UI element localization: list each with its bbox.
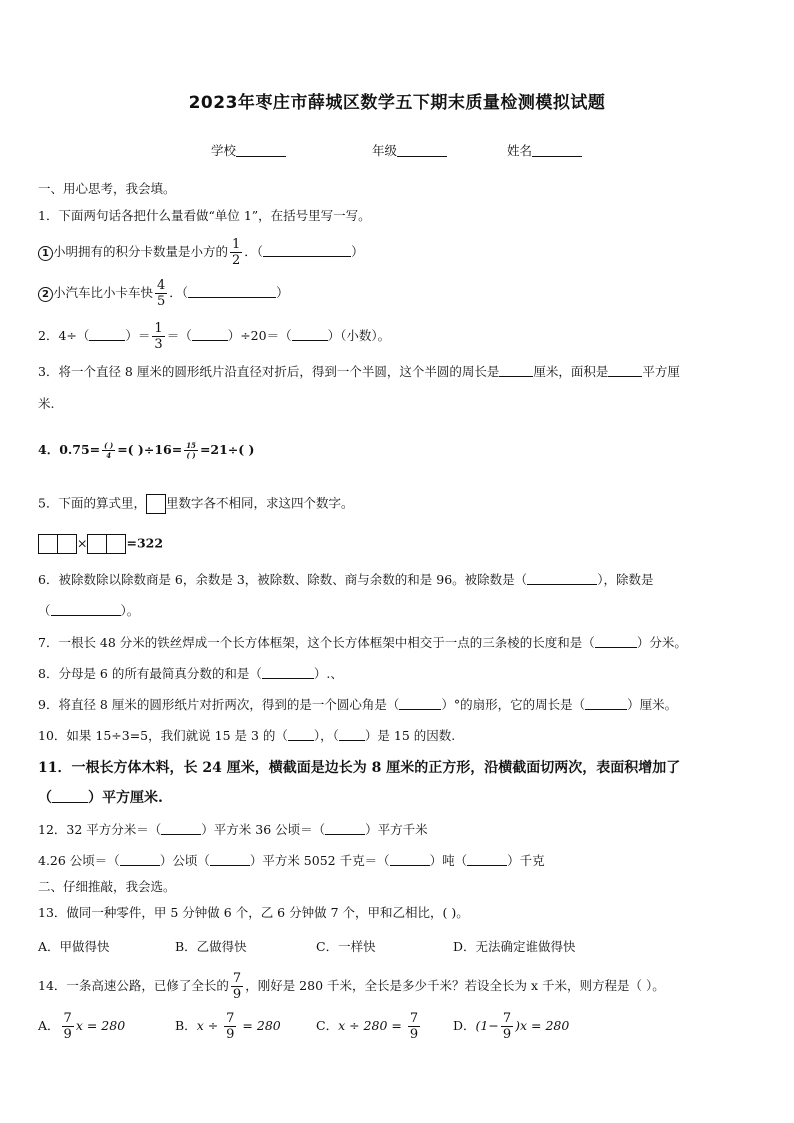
digit-box[interactable]	[38, 534, 58, 554]
fraction-15-over-blank: $\frac{15}{( )}$	[186, 441, 196, 460]
question-7: 7．一根长 48 分米的铁丝焊成一个长方体框架，这个长方体框架中相交于一点的三条棱的长度和是（ ）分米。	[38, 635, 687, 650]
fraction-one-half: $\frac{1}{2}$	[232, 237, 241, 268]
answer-blank[interactable]	[188, 285, 276, 298]
question-1a: 1 小明拥有的积分卡数量是小方的 $\frac{1}{2}$ ．（ ）	[38, 238, 364, 267]
answer-blank[interactable]	[527, 572, 597, 585]
digit-box[interactable]	[106, 534, 126, 554]
answer-blank[interactable]	[161, 822, 201, 835]
answer-blank[interactable]	[595, 635, 637, 648]
school-field: 学校	[211, 141, 286, 159]
answer-blank[interactable]	[292, 328, 328, 341]
digit-box[interactable]	[57, 534, 77, 554]
question-9: 9．将直径 8 厘米的圆形纸片对折两次，得到的是一个圆心角是（ ）°的扇形，它的周长是（ ）厘米。	[38, 697, 678, 712]
question-8: 8．分母是 6 的所有最简真分数的和是（ ）.、	[38, 666, 343, 681]
fraction-one-third: $\frac{1}{3}$	[154, 321, 163, 352]
question-5: 5．下面的算式里， 里数字各不相同，求这四个数字。	[38, 494, 353, 514]
question-13: 13．做同一种零件，甲 5 分钟做 6 个，乙 6 分钟做 7 个，甲和乙相比，( )。	[38, 905, 469, 920]
answer-blank[interactable]	[120, 853, 160, 866]
question-4: 4．0.75= $\frac{( )}{4}$ =( )÷16= $\frac{15}{( )}$ =21÷( )	[38, 441, 255, 460]
answer-blank[interactable]	[467, 853, 507, 866]
fraction-four-fifths: $\frac{4}{5}$	[157, 278, 166, 309]
q14-option-a[interactable]: A． $\frac{7}{9}$ x = 280	[38, 1011, 126, 1042]
answer-blank[interactable]	[585, 697, 627, 710]
q14-option-c[interactable]: C．x ÷ 280 = $\frac{7}{9}$	[316, 1011, 419, 1042]
answer-blank[interactable]	[499, 364, 533, 377]
answer-blank[interactable]	[608, 364, 642, 377]
answer-blank[interactable]	[263, 244, 351, 257]
q14-option-d[interactable]: D．(1− $\frac{7}{9}$ )x = 280	[453, 1011, 570, 1042]
answer-blank[interactable]	[288, 728, 314, 741]
grade-field: 年级	[372, 141, 447, 159]
answer-blank[interactable]	[325, 822, 365, 835]
answer-blank[interactable]	[262, 666, 314, 679]
question-12-cont: 4.26 公顷＝（ ）公顷（ ）平方米 5052 千克＝（ ）吨（ ）千克	[38, 853, 545, 868]
answer-blank[interactable]	[52, 790, 88, 803]
question-14: 14．一条高速公路，已修了全长的 $\frac{7}{9}$ ，刚好是 280 千米，全长是多少千米？若设全长为 x 千米，则方程是（ ）。	[38, 971, 665, 1002]
times-sign: ×	[77, 535, 88, 551]
question-2: 2．4÷（ ）＝ $\frac{1}{3}$ ＝（ ）÷20＝（ ）（小数）。	[38, 321, 391, 352]
answer-blank[interactable]	[51, 603, 121, 616]
question-6-cont: （ ）。	[38, 603, 140, 618]
q13-option-d[interactable]: D．无法确定谁做得快	[453, 939, 576, 954]
page-title: 2023年枣庄市薛城区数学五下期末质量检测模拟试题	[188, 93, 606, 113]
digit-box	[146, 494, 166, 514]
fraction-blank-over-4: $\frac{( )}{4}$	[104, 441, 114, 460]
q14-option-b[interactable]: B．x ÷ $\frac{7}{9}$ = 280	[175, 1011, 281, 1042]
q13-option-c[interactable]: C．一样快	[316, 939, 376, 954]
question-1: 1．下面两句话各把什么量看做“单位 1”，在括号里写一写。	[38, 208, 371, 223]
question-12: 12．32 平方分米＝（ ）平方米 36 公顷＝（ ）平方千米	[38, 822, 428, 837]
question-10: 10．如果 15÷3=5，我们就说 15 是 3 的（ ），（ ）是 15 的因数.	[38, 728, 456, 743]
answer-blank[interactable]	[89, 328, 125, 341]
section-2-heading: 二、仔细推敲，我会选。	[38, 879, 176, 894]
question-3: 3．将一个直径 8 厘米的圆形纸片沿直径对折后，得到一个半圆，这个半圆的周长是 厘米，面积是 平方厘	[38, 364, 680, 379]
question-11-cont: （ ）平方厘米.	[38, 790, 163, 806]
answer-blank[interactable]	[192, 328, 228, 341]
answer-blank[interactable]	[210, 853, 250, 866]
q13-option-a[interactable]: A．甲做得快	[38, 939, 110, 954]
digit-box[interactable]	[87, 534, 107, 554]
name-field: 姓名	[507, 141, 582, 159]
answer-blank[interactable]	[390, 853, 430, 866]
answer-blank[interactable]	[399, 697, 441, 710]
circled-number-2: 2	[38, 287, 53, 302]
question-5-equation: × =322	[38, 534, 163, 554]
question-11: 11．一根长方体木料，长 24 厘米，横截面是边长为 8 厘米的正方形，沿横截面切两次，表面积增加了	[38, 760, 681, 776]
q13-option-b[interactable]: B．乙做得快	[175, 939, 247, 954]
question-1b: 2 小汽车比小卡车快 $\frac{4}{5}$ ．（ ）	[38, 279, 289, 308]
question-3-cont: 米.	[38, 396, 55, 411]
answer-blank[interactable]	[339, 728, 365, 741]
circled-number-1: 1	[38, 246, 53, 261]
question-6: 6．被除数除以除数商是 6，余数是 3，被除数、除数、商与余数的和是 96。被除数是（ ），除数是	[38, 572, 654, 587]
fraction-seven-ninths: $\frac{7}{9}$	[232, 971, 242, 1002]
section-1-heading: 一、用心思考，我会填。	[38, 181, 176, 196]
